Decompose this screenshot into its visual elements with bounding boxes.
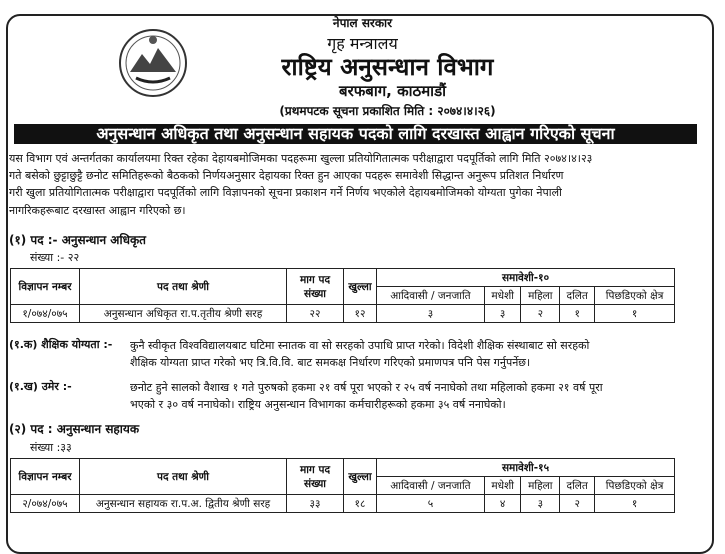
header-group: दलित — [560, 287, 595, 305]
header-group: दलित — [560, 477, 595, 495]
intro-paragraph — [9, 150, 709, 219]
qualification-label: (१.क) शैक्षिक योग्यता :- — [9, 338, 113, 351]
intro-line: यस विभाग एवं अन्तर्गतका कार्यालयमा रिक्त रहेका देहायबमोजिमका पदहरूमा खुल्ला प्रतियोगितात्मक परीक्षाद्वारा पदपूर्तिको लागि मिति २०७४।४।२३ — [9, 152, 593, 165]
cell-backward: १ — [595, 305, 675, 323]
header-demand-line: माग पद — [299, 273, 331, 286]
cell-janajati: ५ — [377, 495, 485, 513]
cell-adv-no: २/०७४/०७५ — [11, 495, 80, 513]
post1-count: संख्या :- २२ — [30, 251, 80, 264]
cell-adv-no: १/०७४/०७५ — [11, 305, 80, 323]
cell-backward: १ — [595, 495, 675, 513]
table-row — [11, 495, 675, 513]
header-group: मधेशी — [484, 287, 521, 305]
cell-madheshi: ३ — [484, 305, 521, 323]
header-inclusive: समावेशी-१० — [377, 269, 675, 287]
post1-heading: (१) पद :- अनुसन्धान अधिकृत — [9, 233, 147, 247]
cell-demand: २२ — [287, 305, 344, 323]
post2-table — [10, 458, 675, 513]
header-post: पद तथा श्रेणी — [80, 459, 287, 495]
cell-open: १८ — [344, 495, 377, 513]
age-line: छनोट हुने सालको वैशाख १ गते पुरुषको हकमा २१ वर्ष पूरा भएको र २५ वर्ष ननाघेको तथा महिलाको हकमा २१ वर्ष पूरा — [130, 381, 603, 394]
intro-line: गते बसेको छुट्टाछुट्टै छनोट समितिहरूको बैठकको निर्णयअनुसार देहायका रिक्त हुन आएका पदहरू समावेशी सिद्धान्त अनुरूप प्रतिशत निर्धारण — [9, 169, 564, 183]
qualification-text — [130, 337, 710, 371]
header-group: महिला — [521, 287, 560, 305]
age-line: भएको र ३० वर्ष ननाघेको। राष्ट्रिय अनुसन्धान विभागका कर्मचारीहरूको हकमा ३५ वर्ष ननाघेको। — [130, 398, 506, 411]
header-inclusive: समावेशी-१५ — [377, 459, 675, 477]
header-adv-no: विज्ञापन नम्बर — [11, 459, 80, 495]
header-group: मधेशी — [484, 477, 521, 495]
header-demand — [287, 459, 344, 495]
header-open: खुल्ला — [344, 269, 377, 305]
post1-table — [10, 268, 675, 323]
cell-mahila: २ — [521, 305, 560, 323]
cell-madheshi: ४ — [484, 495, 521, 513]
age-text — [130, 379, 710, 413]
header-post: पद तथा श्रेणी — [80, 269, 287, 305]
ministry-name: गृह मन्त्रालय — [327, 34, 398, 53]
header-group: आदिवासी / जनजाति — [377, 287, 485, 305]
header-demand-line: संख्या — [303, 287, 327, 300]
intro-line: नागरिकहरूबाट दरखास्त आह्वान गरिएको छ। — [9, 203, 186, 217]
cell-post: अनुसन्धान सहायक रा.प.अ. द्वितीय श्रेणी सरह — [80, 495, 287, 513]
cell-open: १२ — [344, 305, 377, 323]
post2-heading: (२) पद : अनुसन्धान सहायक — [9, 422, 140, 436]
intro-line: गरी खुला प्रतियोगितात्मक परीक्षाद्वारा पदपूर्तिको लागि विज्ञापनको सूचना प्रकाशन गर्ने निर्णय भएकोले देहायबमोजिमको योग्यता पुगेका नेपाली — [9, 186, 562, 200]
header-demand-line: संख्या — [303, 477, 327, 490]
cell-janajati: ३ — [377, 305, 485, 323]
header-group: महिला — [521, 477, 560, 495]
header-group: आदिवासी / जनजाति — [377, 477, 485, 495]
age-label: (१.ख) उमेर :- — [9, 380, 72, 393]
header-demand-line: माग पद — [299, 463, 331, 476]
header-open: खुल्ला — [344, 459, 377, 495]
publish-date: (प्रथमपटक सूचना प्रकाशित मिति : २०७४।४।२६) — [279, 104, 496, 118]
table-row — [11, 305, 675, 323]
header-demand — [287, 269, 344, 305]
cell-demand: ३३ — [287, 495, 344, 513]
cell-dalit: १ — [560, 305, 595, 323]
post2-count: संख्या :३३ — [30, 441, 72, 454]
cell-mahila: ३ — [521, 495, 560, 513]
qualification-line: कुनै स्वीकृत विश्वविद्यालयबाट घटिमा स्नातक वा सो सरहको उपाधि प्राप्त गरेको। विदेशी शैक्षिक संस्थाबाट सो सरहको — [130, 339, 590, 352]
notice-title: अनुसन्धान अधिकृत तथा अनुसन्धान सहायक पदको लागि दरखास्त आह्वान गरिएको सूचना — [14, 124, 697, 144]
header-group: पिछडिएको क्षेत्र — [595, 477, 675, 495]
department-location: बरफबाग, काठमाडौं — [339, 82, 446, 100]
cell-dalit: २ — [560, 495, 595, 513]
country-name: नेपाल सरकार — [332, 16, 393, 30]
header-adv-no: विज्ञापन नम्बर — [11, 269, 80, 305]
department-name: राष्ट्रिय अनुसन्धान विभाग — [281, 53, 494, 81]
cell-post: अनुसन्धान अधिकृत रा.प.तृतीय श्रेणी सरह — [80, 305, 287, 323]
qualification-line: शैक्षिक योग्यता प्राप्त गरेको भए त्रि.वि.वि. बाट समकक्ष निर्धारण गरिएको प्रमाणपत्र पनि पेस गर्नुपर्नेछ। — [130, 356, 531, 369]
header-group: पिछडिएको क्षेत्र — [595, 287, 675, 305]
